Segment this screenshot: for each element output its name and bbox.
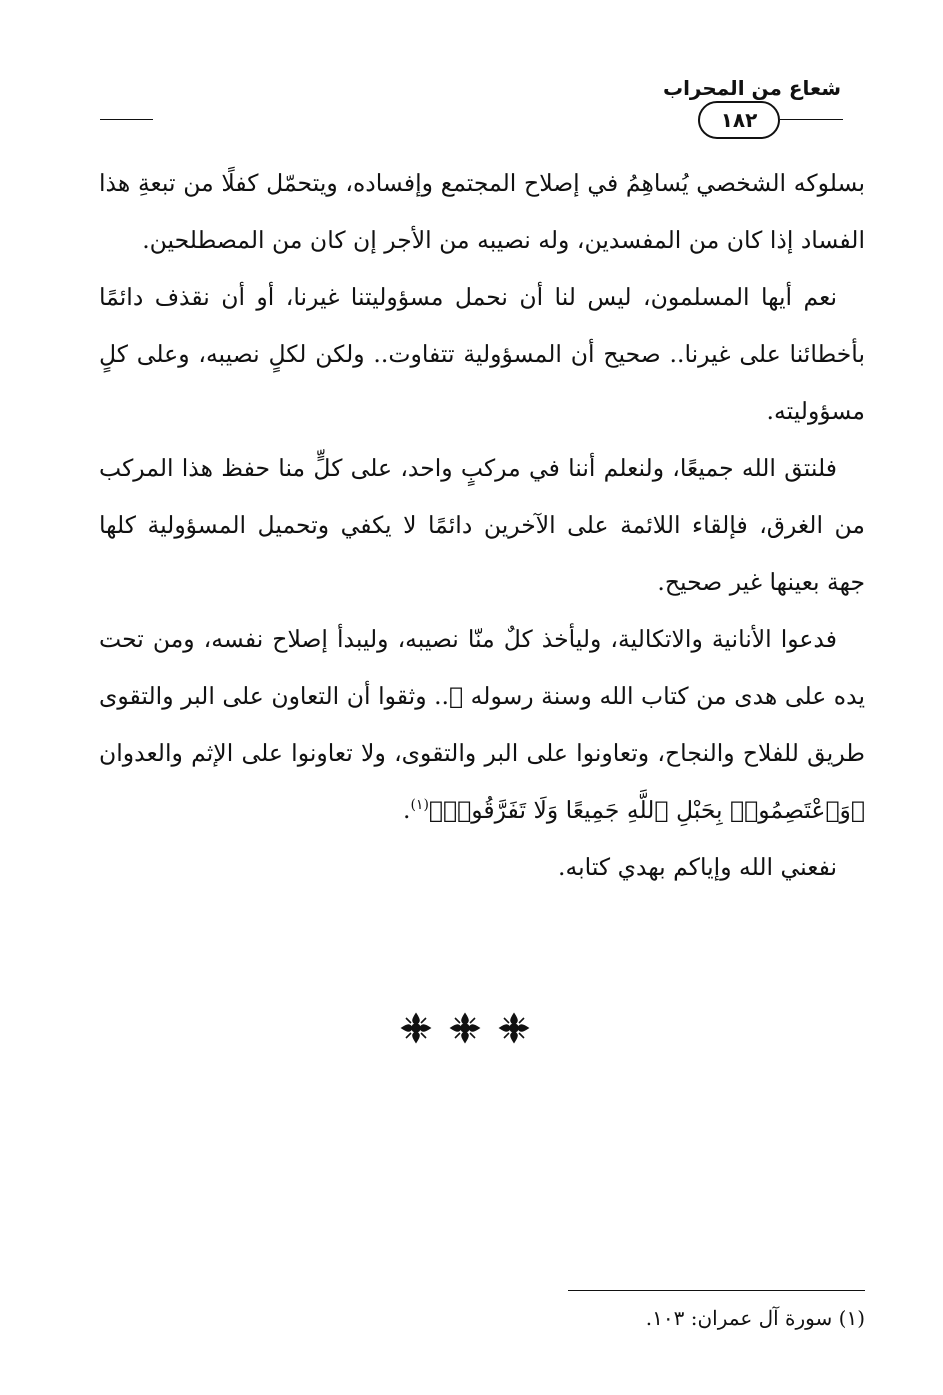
flower-ornament-icon — [449, 1012, 481, 1044]
footnote-reference: (١) — [410, 797, 429, 814]
page-number: ١٨٢ — [698, 101, 780, 139]
paragraph-4-text: فدعوا الأنانية والاتكالية، وليأخذ كلٌ منّا نصيبه، وليبدأ إصلاح نفسه، ومن تحت يده على هدى من كتاب الله وسنة رسوله ﷺ.. وثقوا أن التعاون على البر والتقوى طريق للفلاح والنجاح، وتعاونوا على البر والتقوى، ولا تعاونوا على الإثم والعدوان ﴿وَٱعْتَصِمُوا۟ بِحَبْلِ ٱللَّهِ جَمِيعًا وَلَا تَفَرَّقُوا۟﴾ — [99, 625, 865, 824]
running-title: شعاع من المحراب — [662, 76, 841, 100]
footnote-rule — [568, 1290, 865, 1291]
flower-ornament-icon — [498, 1012, 530, 1044]
paragraph-1: بسلوكه الشخصي يُساهِمُ في إصلاح المجتمع وإفساده، ويتحمّل كفلًا من تبعةِ هذا الفساد إذا كان من المفسدين، وله نصيبه من الأجر إن كان من المصطلحين. — [99, 169, 865, 254]
footnote: (١) سورة آل عمران: ١٠٣. — [645, 1306, 865, 1330]
body-text — [99, 155, 865, 896]
paragraph-2: نعم أيها المسلمون، ليس لنا أن نحمل مسؤوليتنا غيرنا، أو أن نقذف دائمًا بأخطائنا على غيرنا.. صحيح أن المسؤولية تتفاوت.. ولكن لكلٍ نصيبه، وعلى كلٍ مسؤوليته. — [99, 283, 865, 425]
paragraph-3: فلنتق الله جميعًا، ولنعلم أننا في مركبٍ واحد، على كلٍّ منا حفظ هذا المركب من الغرق، فإلقاء اللائمة على الآخرين دائمًا لا يكفي وتحميل المسؤولية كلها جهة بعينها غير صحيح. — [99, 454, 865, 596]
header-rule-right — [780, 119, 843, 120]
header-rule-left — [100, 119, 153, 120]
paragraph-5: نفعني الله وإياكم بهدي كتابه. — [558, 853, 837, 881]
paragraph-4 — [99, 611, 865, 839]
section-ornaments — [400, 1012, 530, 1052]
flower-ornament-icon — [400, 1012, 432, 1044]
paragraph-4-end: . — [402, 796, 411, 824]
